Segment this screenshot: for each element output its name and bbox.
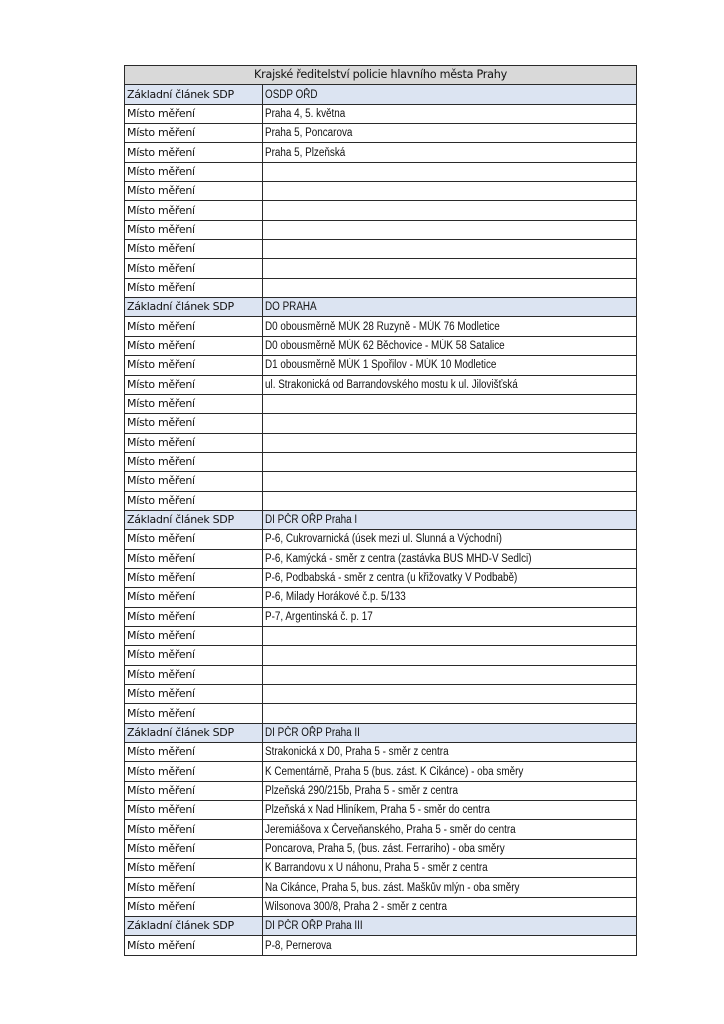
table-row xyxy=(125,491,637,510)
row-label: Místo měření xyxy=(125,781,263,800)
table-row xyxy=(125,104,637,123)
row-label: Místo měření xyxy=(125,762,263,781)
row-label: Místo měření xyxy=(125,936,263,955)
table-row xyxy=(125,801,637,820)
section-label: Základní článek SDP xyxy=(125,917,263,936)
section-label: Základní článek SDP xyxy=(125,298,263,317)
table-row xyxy=(125,317,637,336)
location-value: P-8, Pernerova xyxy=(265,939,332,952)
location-cell xyxy=(263,665,637,684)
location-value: P-6, Kamýcká - směr z centra (zastávka BUS MHD-V Sedlci) xyxy=(265,552,532,565)
row-label: Místo měření xyxy=(125,375,263,394)
location-cell xyxy=(263,743,637,762)
table-row xyxy=(125,859,637,878)
location-cell xyxy=(263,433,637,452)
table-row xyxy=(125,878,637,897)
table-row xyxy=(125,646,637,665)
section-name-cell xyxy=(263,510,637,529)
section-header-row xyxy=(125,723,637,742)
location-cell xyxy=(263,124,637,143)
row-label: Místo měření xyxy=(125,588,263,607)
table-title: Krajské ředitelství policie hlavního města Prahy xyxy=(125,66,637,85)
location-value: K Barrandovu x U náhonu, Praha 5 - směr z centra xyxy=(265,862,488,875)
location-cell xyxy=(263,549,637,568)
location-cell xyxy=(263,859,637,878)
table-row xyxy=(125,220,637,239)
table-row xyxy=(125,665,637,684)
table-row xyxy=(125,433,637,452)
table-row xyxy=(125,201,637,220)
section-header-row xyxy=(125,298,637,317)
row-label: Místo měření xyxy=(125,201,263,220)
location-value: Plzeňská x Nad Hliníkem, Praha 5 - směr do centra xyxy=(265,804,490,817)
table-row xyxy=(125,762,637,781)
table-row xyxy=(125,897,637,916)
location-value: ul. Strakonická od Barrandovského mostu k ul. Jilovišťská xyxy=(265,378,518,391)
section-name: DI PČR OŘP Praha III xyxy=(265,920,363,933)
row-label: Místo měření xyxy=(125,336,263,355)
table-row xyxy=(125,162,637,181)
section-header-row xyxy=(125,917,637,936)
row-label: Místo měření xyxy=(125,530,263,549)
table-row xyxy=(125,278,637,297)
location-value: Praha 5, Poncarova xyxy=(265,127,353,140)
table-row xyxy=(125,685,637,704)
section-name: DI PČR OŘP Praha II xyxy=(265,726,360,739)
location-cell xyxy=(263,530,637,549)
location-value: D0 obousměrně MÚK 28 Ruzyně - MÚK 76 Modletice xyxy=(265,320,500,333)
location-cell xyxy=(263,472,637,491)
location-cell xyxy=(263,839,637,858)
row-label: Místo měření xyxy=(125,278,263,297)
location-cell xyxy=(263,801,637,820)
location-cell xyxy=(263,820,637,839)
location-value: D1 obousměrně MÚK 1 Spořilov - MÚK 10 Modletice xyxy=(265,359,497,372)
section-label: Základní článek SDP xyxy=(125,85,263,104)
row-label: Místo měření xyxy=(125,104,263,123)
row-label: Místo měření xyxy=(125,491,263,510)
location-cell xyxy=(263,259,637,278)
location-cell xyxy=(263,162,637,181)
location-value: P-6, Milady Horákové č.p. 5/133 xyxy=(265,591,406,604)
location-value: Praha 4, 5. května xyxy=(265,107,346,120)
location-cell xyxy=(263,588,637,607)
location-value: D0 obousměrně MÚK 62 Běchovice - MÚK 58 Satalice xyxy=(265,339,505,352)
section-header-row xyxy=(125,85,637,104)
table-row xyxy=(125,375,637,394)
row-label: Místo měření xyxy=(125,646,263,665)
row-label: Místo měření xyxy=(125,220,263,239)
table-row xyxy=(125,336,637,355)
location-cell xyxy=(263,182,637,201)
row-label: Místo měření xyxy=(125,433,263,452)
location-value: P-7, Argentinská č. p. 17 xyxy=(265,610,373,623)
section-name-cell xyxy=(263,85,637,104)
table-row xyxy=(125,626,637,645)
section-name-cell xyxy=(263,917,637,936)
row-label: Místo měření xyxy=(125,549,263,568)
location-cell xyxy=(263,394,637,413)
table-row xyxy=(125,568,637,587)
table-row xyxy=(125,839,637,858)
table-row xyxy=(125,781,637,800)
section-name-cell xyxy=(263,723,637,742)
row-label: Místo měření xyxy=(125,240,263,259)
location-cell xyxy=(263,568,637,587)
table-row xyxy=(125,704,637,723)
location-cell xyxy=(263,781,637,800)
location-cell xyxy=(263,897,637,916)
location-value: Praha 5, Plzeňská xyxy=(265,146,346,159)
row-label: Místo měření xyxy=(125,626,263,645)
row-label: Místo měření xyxy=(125,704,263,723)
location-cell xyxy=(263,104,637,123)
table-row xyxy=(125,820,637,839)
location-cell xyxy=(263,626,637,645)
row-label: Místo měření xyxy=(125,317,263,336)
location-cell xyxy=(263,143,637,162)
location-value: K Cementárně, Praha 5 (bus. zást. K Cikánce) - oba směry xyxy=(265,765,524,778)
measurement-locations-table xyxy=(124,65,637,956)
row-label: Místo měření xyxy=(125,394,263,413)
row-label: Místo měření xyxy=(125,414,263,433)
location-cell xyxy=(263,317,637,336)
location-value: Na Cikánce, Praha 5, bus. zást. Maškův mlýn - oba směry xyxy=(265,881,520,894)
location-cell xyxy=(263,685,637,704)
location-cell xyxy=(263,936,637,955)
location-cell xyxy=(263,336,637,355)
location-value: Poncarova, Praha 5, (bus. zást. Ferrariho) - oba směry xyxy=(265,842,505,855)
row-label: Místo měření xyxy=(125,162,263,181)
table-row xyxy=(125,588,637,607)
section-label: Základní článek SDP xyxy=(125,510,263,529)
row-label: Místo měření xyxy=(125,801,263,820)
location-cell xyxy=(263,491,637,510)
location-value: P-6, Podbabská - směr z centra (u křižovatky V Podbabě) xyxy=(265,572,518,585)
table-row xyxy=(125,549,637,568)
location-cell xyxy=(263,646,637,665)
location-cell xyxy=(263,452,637,471)
location-cell xyxy=(263,278,637,297)
row-label: Místo měření xyxy=(125,839,263,858)
table-row xyxy=(125,356,637,375)
table-row xyxy=(125,143,637,162)
location-cell xyxy=(263,201,637,220)
table-row xyxy=(125,259,637,278)
table-row xyxy=(125,124,637,143)
location-cell xyxy=(263,878,637,897)
section-label: Základní článek SDP xyxy=(125,723,263,742)
location-cell xyxy=(263,704,637,723)
table-row xyxy=(125,607,637,626)
row-label: Místo měření xyxy=(125,182,263,201)
section-header-row xyxy=(125,510,637,529)
row-label: Místo měření xyxy=(125,356,263,375)
row-label: Místo měření xyxy=(125,143,263,162)
row-label: Místo měření xyxy=(125,665,263,684)
location-value: Strakonická x D0, Praha 5 - směr z centra xyxy=(265,746,449,759)
row-label: Místo měření xyxy=(125,743,263,762)
section-name-cell xyxy=(263,298,637,317)
row-label: Místo měření xyxy=(125,568,263,587)
section-name: DI PČR OŘP Praha I xyxy=(265,514,358,527)
location-cell xyxy=(263,762,637,781)
table-row xyxy=(125,394,637,413)
section-name: OSDP OŘD xyxy=(265,88,318,101)
location-value: Wilsonova 300/8, Praha 2 - směr z centra xyxy=(265,900,447,913)
table-row xyxy=(125,530,637,549)
row-label: Místo měření xyxy=(125,685,263,704)
row-label: Místo měření xyxy=(125,859,263,878)
table-row xyxy=(125,240,637,259)
table-row xyxy=(125,472,637,491)
location-cell xyxy=(263,220,637,239)
location-cell xyxy=(263,607,637,626)
row-label: Místo měření xyxy=(125,452,263,471)
table-row xyxy=(125,452,637,471)
location-value: Jeremiášova x Červeňanského, Praha 5 - směr do centra xyxy=(265,823,516,836)
location-cell xyxy=(263,240,637,259)
location-value: P-6, Cukrovarnická (úsek mezi ul. Slunná a Východní) xyxy=(265,533,502,546)
row-label: Místo měření xyxy=(125,259,263,278)
section-name: DO PRAHA xyxy=(265,301,317,314)
row-label: Místo měření xyxy=(125,124,263,143)
location-cell xyxy=(263,375,637,394)
table-row xyxy=(125,182,637,201)
row-label: Místo měření xyxy=(125,607,263,626)
table-row xyxy=(125,414,637,433)
row-label: Místo měření xyxy=(125,878,263,897)
row-label: Místo měření xyxy=(125,820,263,839)
location-cell xyxy=(263,414,637,433)
location-value: Plzeňská 290/215b, Praha 5 - směr z centra xyxy=(265,784,458,797)
table-row xyxy=(125,743,637,762)
title-row xyxy=(125,66,637,85)
row-label: Místo měření xyxy=(125,472,263,491)
row-label: Místo měření xyxy=(125,897,263,916)
location-cell xyxy=(263,356,637,375)
table-row xyxy=(125,936,637,955)
